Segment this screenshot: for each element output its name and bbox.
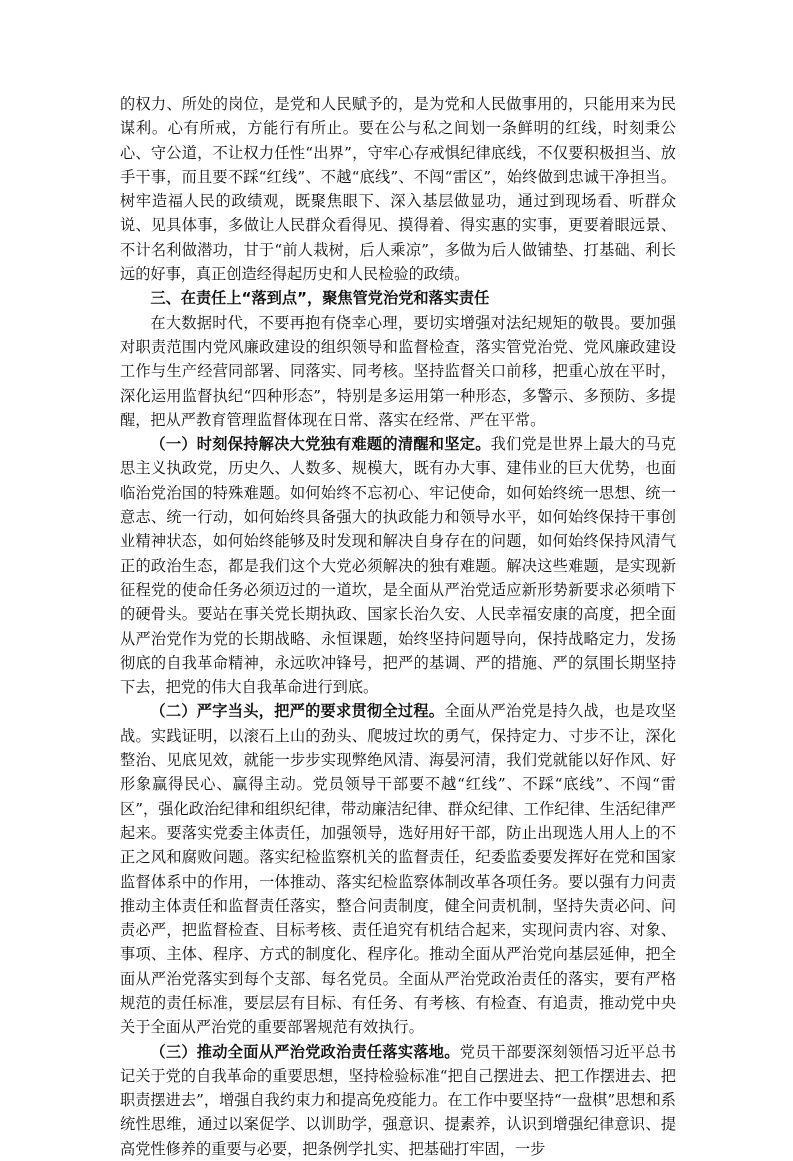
point-one-body: 我们党是世界上最大的马克思主义执政党，历史久、人数多、规模大，既有办大事、建伟业的巨大优势，也面临治党治国的特殊难题。如何始终不忘初心、牢记使命，如何始终统一思想、统一意志、统一行动，如何始终具备强大的执政能力和领导水平，如何始终保持干事创业精神状态，如何始终能够及时发现和解决自身存在的问题，如何始终保持风清气正的政治生态，都是我们这个大党必须解决的独有难题。解决这些难题，是实现新征程党的使命任务必须迈过的一道坎，是全面从严治党适应新形势新要求必须啃下的硬骨头。要站在事关党长期执政、国家长治久安、人民幸福安康的高度，把全面从严治党作为党的长期战略、永恒课题，始终坚持问题导向，保持战略定力，发扬彻底的自我革命精神，永远吹冲锋号，把严的基调、严的措施、严的氛围长期坚持下去，把党的伟大自我革命进行到底。 [120, 435, 677, 697]
point-three-body: 党员干部要深刻领悟习近平总书记关于党的自我革命的重要思想，坚持检验标准“把自己摆进去、把工作摆进去、把职责摆进去”，增强自我约束力和提高免疫能力。在工作中要坚持“一盘棋”思想和系统性思维，通过以案促学、以训助学，强意识、提素养，认识到增强纪律意识、提高党性修养的重要与必要，把条例学扎实、把基础打牢固，一步 [120, 1042, 677, 1158]
point-two-body: 全面从严治党是持久战，也是攻坚战。实践证明，以滚石上山的劲头、爬坡过坎的勇气，保持定力、寸步不让，深化整治、见底见效，就能一步步实现弊绝风清、海晏河清，我们党就能以好作风、好形象赢得民心、赢得主动。党员领导干部要不越“红线”、不踩“底线”、不闯“雷区”，强化政治纪律和组织纪律，带动廉洁纪律、群众纪律、工作纪律、生活纪律严起来。要落实党委主体责任，加强领导，选好用好干部，防止出现选人用人上的不正之风和腐败问题。落实纪检监察机关的监督责任，纪委监委要发挥好在党和国家监督体系中的作用，一体推动、落实纪检监察体制改革各项任务。要以强有力问责推动主体责任和监督责任落实，整合问责制度，健全问责机制，坚持失责必问、问责必严，把监督检查、目标考核、责任追究有机结合起来，实现问责内容、对象、事项、主体、程序、方式的制度化、程序化。推动全面从严治党向基层延伸，把全面从严治党落实到每个支部、每名党员。全面从严治党政治责任的落实，要有严格规范的责任标准，要层层有目标、有任务、有考核、有检查、有追责，推动党中央关于全面从严治党的重要部署规范有效执行。 [120, 702, 677, 1037]
point-three-lead: （三）推动全面从严治党政治责任落实落地。 [150, 1042, 460, 1061]
point-two-paragraph [120, 699, 676, 1039]
continuation-paragraph: 的权力、所处的岗位，是党和人民赋予的，是为党和人民做事用的，只能用来为民谋利。心有所戒，方能行有所止。要在公与私之间划一条鲜明的红线，时刻秉公心、守公道，不让权力任性“出界”，守牢心存戒惧纪律底线，不仅要积极担当、放手干事，而且要不踩“红线”、不越“底线”、不闯“雷区”，始终做到忠诚干净担当。树牢造福人民的政绩观，既聚焦眼下、深入基层做显功，通过到现场看、听群众说、见具体事，多做让人民群众看得见、摸得着、得实惠的实事，更要着眼远景、不计名利做潜功，甘于“前人栽树，后人乘凉”，多做为后人做铺垫、打基础、利长远的好事，真正创造经得起历史和人民检验的政绩。 [120, 95, 676, 284]
section-three-heading: 三、在责任上“落到点”，聚焦管党治党和落实责任 [150, 289, 490, 308]
point-one-lead: （一）时刻保持解决大党独有难题的清醒和坚定。 [150, 435, 491, 454]
point-one-paragraph [120, 432, 676, 699]
point-two-lead: （二）严字当头，把严的要求贯彻全过程。 [150, 702, 445, 721]
point-three-paragraph [120, 1040, 676, 1161]
section-three-intro-paragraph: 在大数据时代，不要再抱有侥幸心理，要切实增强对法纪规矩的敬畏。要加强对职责范围内党风廉政建设的组织领导和监督检查，落实管党治党、党风廉政建设工作与生产经营同部署、同落实、同考核。坚持监督关口前移，把重心放在平时，深化运用监督执纪“四种形态”，特别是多运用第一种形态，多警示、多预防、多提醒，把从严教育管理监督体现在日常、落实在经常、严在平常。 [120, 313, 676, 429]
document-page [120, 92, 676, 1161]
